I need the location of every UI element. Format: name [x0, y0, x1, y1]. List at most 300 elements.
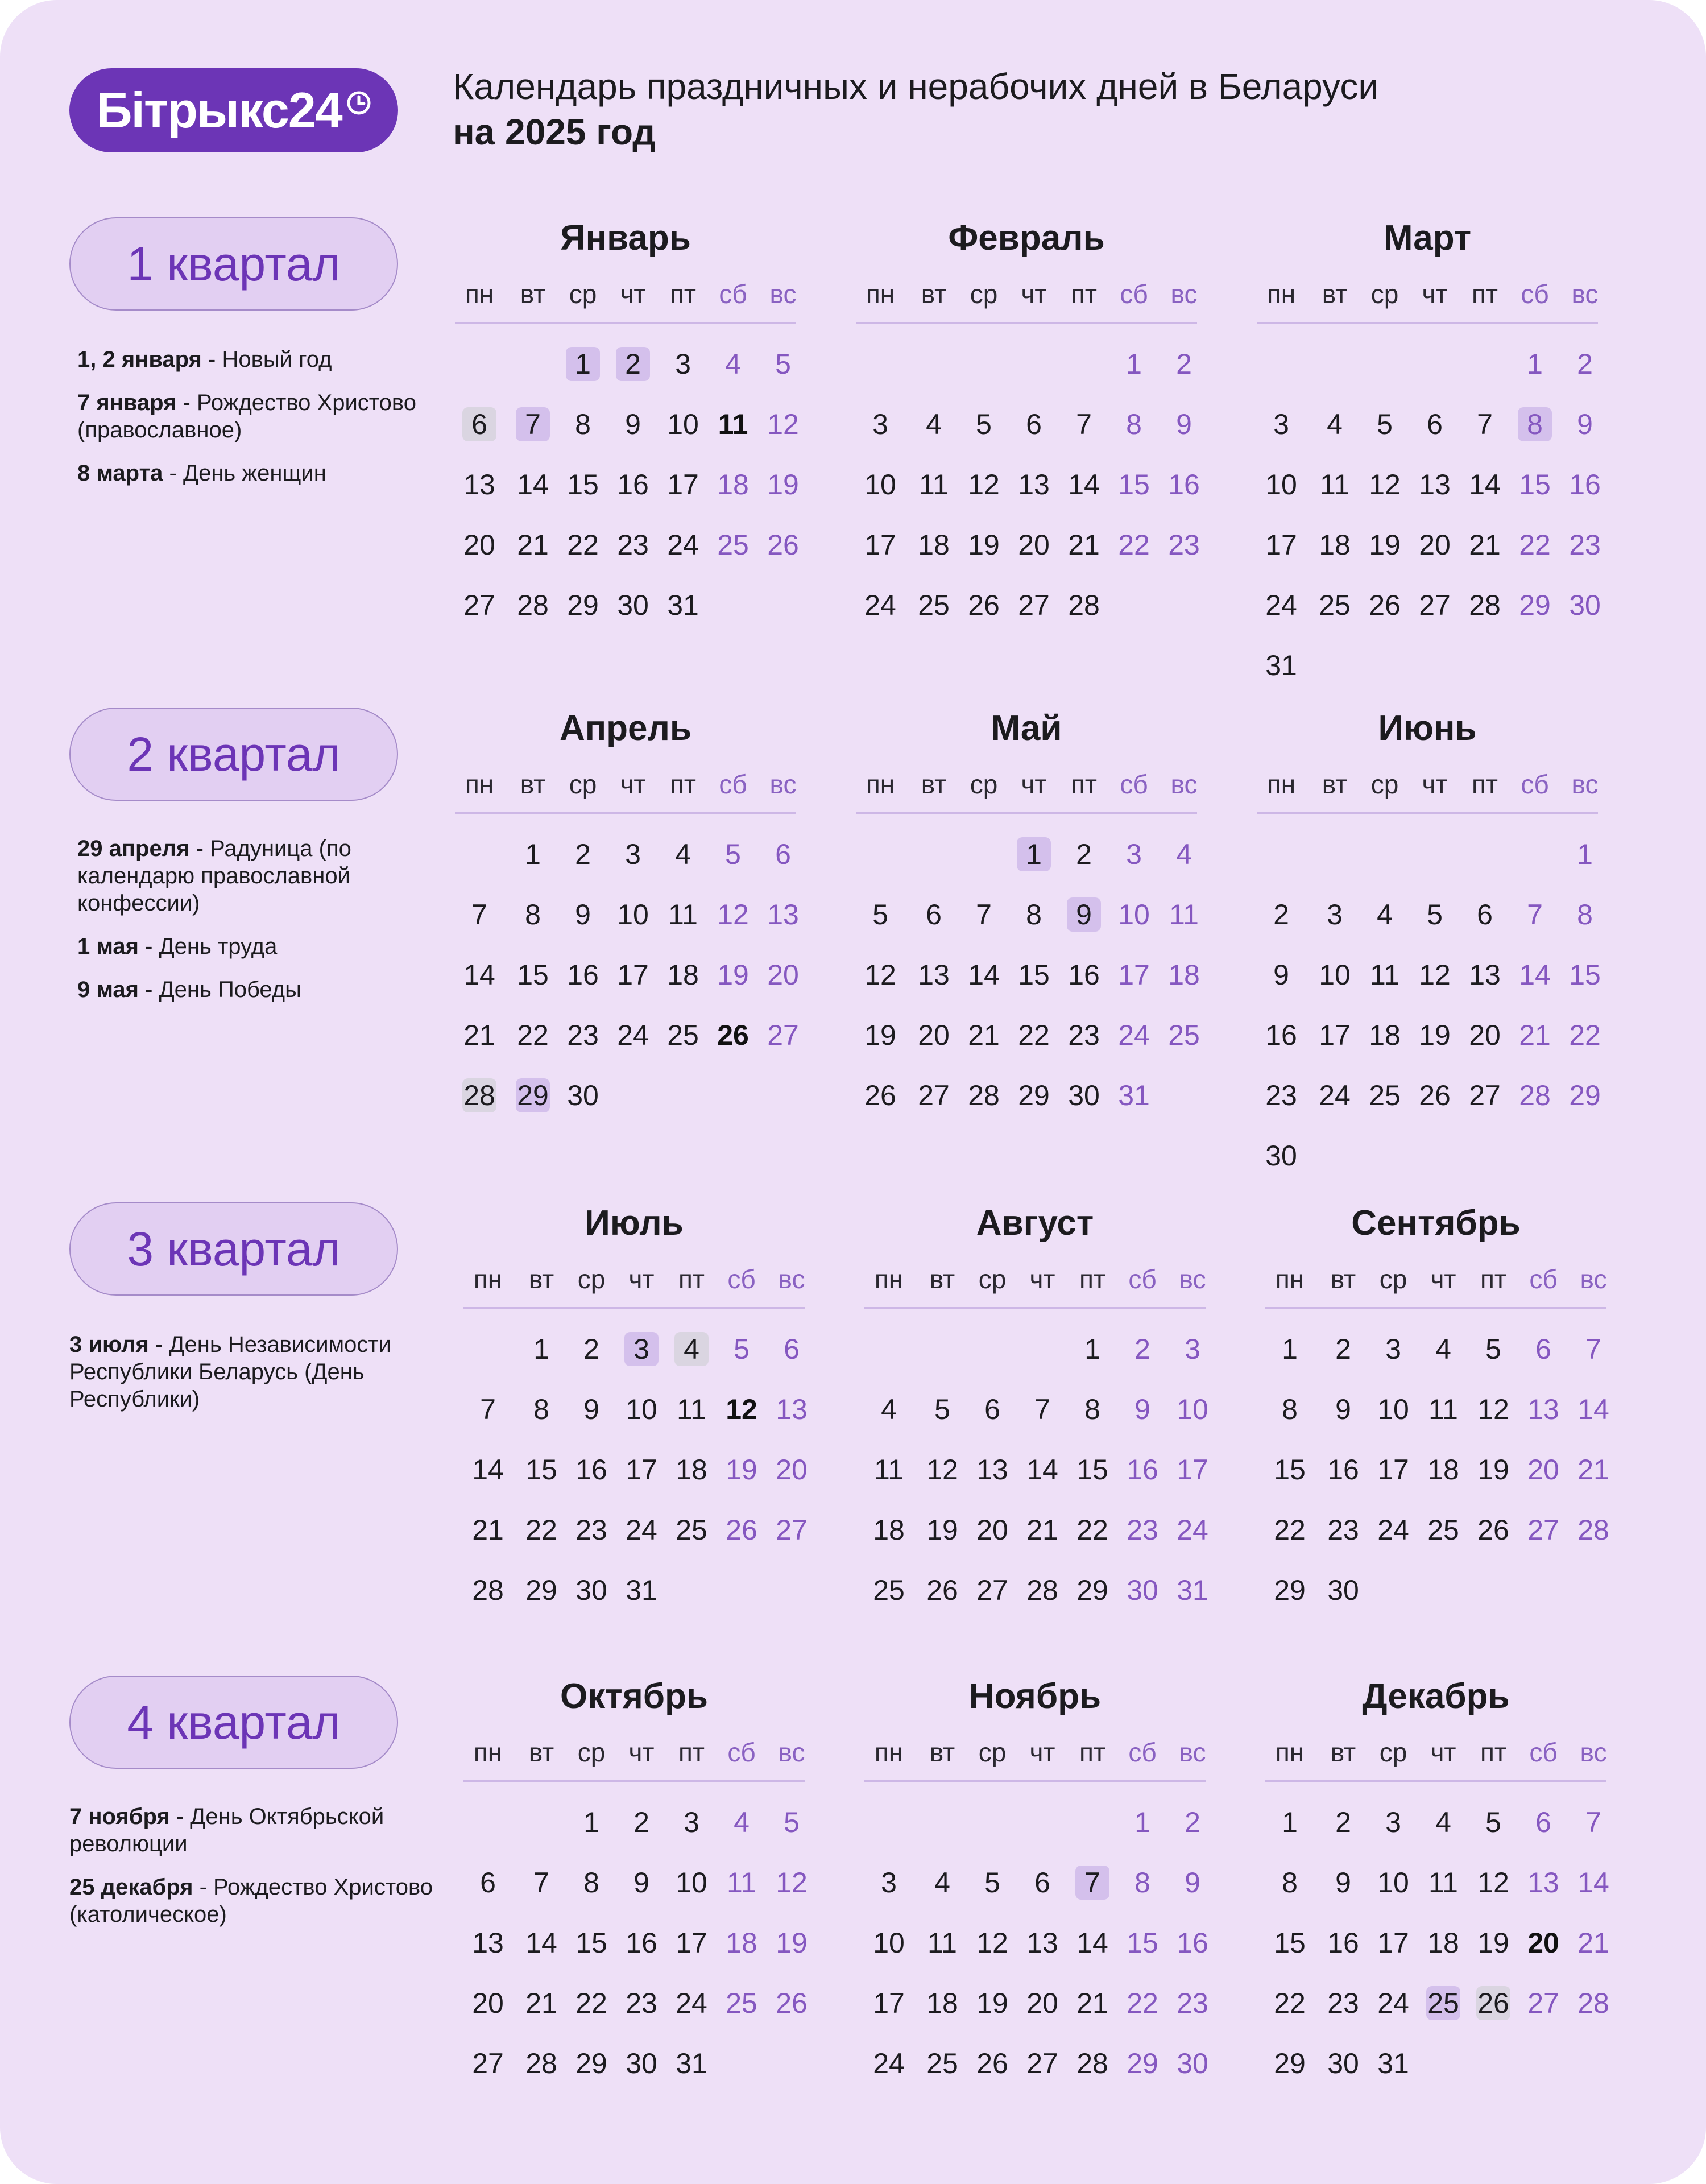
weekday-divider [856, 812, 1197, 814]
holiday-desc: - День Победы [145, 977, 301, 1002]
calendar-day: 9 [1176, 408, 1192, 440]
weekday-label: вт [1330, 1264, 1356, 1294]
calendar-day: 13 [463, 469, 495, 500]
calendar-day: 3 [1185, 1333, 1200, 1365]
calendar-day: 23 [567, 1019, 599, 1051]
calendar-day: 13 [1018, 469, 1050, 500]
calendar-day: 2 [575, 838, 591, 870]
calendar-day: 5 [1485, 1333, 1501, 1365]
calendar-day: 4 [881, 1393, 897, 1425]
calendar-day: 22 [1127, 1987, 1158, 2019]
bitrix24-logo [69, 68, 398, 152]
holiday-item [77, 460, 447, 487]
calendar-day: 5 [1427, 899, 1443, 930]
weekday-label: сб [719, 279, 747, 309]
calendar-day: 18 [726, 1927, 757, 1959]
calendar-day: 30 [617, 589, 649, 621]
weekday-label: вт [921, 279, 947, 309]
calendar-day: 7 [1076, 408, 1092, 440]
calendar-day: 27 [767, 1019, 799, 1051]
weekday-label: вс [769, 279, 797, 309]
calendar-day: 15 [1076, 1454, 1108, 1486]
calendar-day: 6 [775, 838, 791, 870]
calendar-day: 29 [525, 1574, 557, 1606]
calendar-day: 14 [1469, 469, 1501, 500]
calendar-day: 31 [1377, 2048, 1409, 2079]
weekday-divider [455, 812, 796, 814]
holiday-desc: - Рождество Христово (католическое) [69, 1875, 433, 1927]
weekday-divider [1265, 1307, 1606, 1309]
weekday-label: ср [1370, 279, 1399, 309]
weekday-label: вт [921, 770, 947, 799]
calendar-day: 5 [976, 408, 992, 440]
calendar-day: 21 [525, 1987, 557, 2019]
calendar-day: 16 [1327, 1927, 1359, 1959]
weekday-label: вс [1179, 1738, 1206, 1767]
calendar-day: 29 [1076, 1574, 1108, 1606]
weekday-label: ср [970, 279, 998, 309]
calendar-day: 27 [976, 1574, 1008, 1606]
holiday-item [69, 1873, 439, 1928]
calendar-day: 10 [1118, 899, 1150, 930]
holiday-desc: - День женщин [169, 461, 326, 486]
weekday-label: чт [1422, 279, 1448, 309]
calendar-day: 16 [1265, 1019, 1297, 1051]
weekday-label: сб [727, 1738, 756, 1767]
weekday-label: вс [1580, 1264, 1607, 1294]
calendar-day: 29 [1274, 2048, 1306, 2079]
calendar-day: 30 [1569, 589, 1601, 621]
weekday-label: вт [929, 1264, 955, 1294]
calendar-day: 23 [1127, 1514, 1158, 1546]
calendar-day: 4 [926, 408, 942, 440]
calendar-day: 14 [517, 469, 549, 500]
calendar-day: 4 [734, 1806, 750, 1838]
holiday-item [69, 1803, 439, 1858]
weekday-label: чт [1422, 770, 1448, 799]
calendar-day: 26 [1369, 589, 1401, 621]
weekday-label: ср [978, 1738, 1007, 1767]
weekday-label: чт [1021, 279, 1047, 309]
holiday-date: 25 декабря [69, 1875, 193, 1900]
calendar-day: 28 [1519, 1079, 1551, 1111]
calendar-day: 17 [873, 1987, 905, 2019]
clock-icon [346, 90, 371, 115]
holiday-date: 8 марта [77, 461, 163, 486]
calendar-day: 24 [626, 1514, 657, 1546]
calendar-day: 23 [617, 529, 649, 561]
calendar-day: 19 [1419, 1019, 1451, 1051]
calendar-day: 10 [864, 469, 896, 500]
calendar-day: 2 [1335, 1806, 1351, 1838]
calendar-day: 9 [1273, 959, 1289, 991]
calendar-day: 16 [567, 959, 599, 991]
calendar-day: 21 [463, 1019, 495, 1051]
quarter-1-holidays [77, 346, 447, 503]
weekday-label: ср [1370, 770, 1399, 799]
calendar-day: 30 [1068, 1079, 1100, 1111]
weekday-label: пн [465, 279, 494, 309]
calendar-day: 18 [926, 1987, 958, 2019]
calendar-day: 3 [881, 1867, 897, 1898]
calendar-day: 5 [934, 1393, 950, 1425]
calendar-day: 19 [1477, 1454, 1509, 1486]
quarter-3-pill: 3 квартал [69, 1202, 398, 1296]
calendar-day: 10 [1265, 469, 1297, 500]
calendar-day: 27 [1419, 589, 1451, 621]
holiday-day: 7 [1068, 1864, 1117, 1901]
holiday-day: 7 [508, 406, 557, 442]
weekday-label: ср [577, 1264, 606, 1294]
calendar-day: 10 [667, 408, 699, 440]
calendar-day: 10 [873, 1927, 905, 1959]
calendar-day: 21 [1026, 1514, 1058, 1546]
calendar-day: 29 [567, 589, 599, 621]
calendar-day: 18 [1369, 1019, 1401, 1051]
calendar-day: 4 [934, 1867, 950, 1898]
calendar-day: 25 [1369, 1079, 1401, 1111]
calendar-day: 8 [1577, 899, 1593, 930]
calendar-day: 28 [968, 1079, 1000, 1111]
weekday-label: пн [1275, 1738, 1305, 1767]
weekday-label: вс [1170, 279, 1198, 309]
weekday-label: вс [1571, 770, 1599, 799]
calendar-day: 16 [617, 469, 649, 500]
holiday-item [77, 346, 447, 373]
calendar-day: 8 [525, 899, 541, 930]
calendar-day: 8 [1134, 1867, 1150, 1898]
weekday-divider [1257, 322, 1598, 324]
calendar-day: 17 [667, 469, 699, 500]
calendar-day: 7 [533, 1867, 549, 1898]
calendar-day: 18 [676, 1454, 707, 1486]
month-name: Июнь [1378, 709, 1477, 748]
calendar-day: 29 [575, 2048, 607, 2079]
weekday-label: сб [1128, 1738, 1157, 1767]
quarter-3-holidays [69, 1331, 439, 1429]
calendar-day: 6 [926, 899, 942, 930]
calendar-day: 22 [1569, 1019, 1601, 1051]
quarter-2-holidays [77, 835, 447, 1019]
calendar-day: 6 [1427, 408, 1443, 440]
calendar-day: 31 [667, 589, 699, 621]
calendar-day: 1 [1577, 838, 1593, 870]
calendar-day: 25 [1319, 589, 1351, 621]
calendar-day: 8 [583, 1867, 599, 1898]
calendar-day: 21 [1076, 1987, 1108, 2019]
calendar-day: 1 [1282, 1806, 1298, 1838]
weekday-label: пт [1480, 1264, 1506, 1294]
weekday-label: вт [1322, 279, 1348, 309]
weekday-label: пт [1480, 1738, 1506, 1767]
holiday-date: 1 мая [77, 934, 139, 959]
calendar-day: 7 [1585, 1333, 1601, 1365]
weekday-label: вт [1330, 1738, 1356, 1767]
calendar-day: 4 [725, 348, 741, 380]
calendar-day: 17 [1265, 529, 1297, 561]
holiday-day: 3 [617, 1331, 666, 1367]
calendar-day: 25 [918, 589, 950, 621]
calendar-day: 21 [1519, 1019, 1551, 1051]
calendar-day: 30 [567, 1079, 599, 1111]
calendar-day: 21 [472, 1514, 504, 1546]
weekday-label: ср [978, 1264, 1007, 1294]
holiday-date: 3 июля [69, 1332, 149, 1357]
calendar-day: 11 [1428, 1393, 1458, 1425]
weekday-label: ср [569, 279, 597, 309]
calendar-day: 7 [480, 1393, 496, 1425]
month-name: Апрель [559, 709, 692, 748]
calendar-day: 21 [1469, 529, 1501, 561]
calendar-day: 13 [472, 1927, 504, 1959]
calendar-day: 10 [1319, 959, 1351, 991]
calendar-day: 8 [1126, 408, 1142, 440]
weekday-label: пн [866, 770, 895, 799]
holiday-desc: - Радуница (по календарю православной конфессии) [77, 836, 351, 916]
calendar-day: 6 [984, 1393, 1000, 1425]
calendar-day: 27 [1469, 1079, 1501, 1111]
day-off-transfer: 6 [455, 406, 504, 442]
calendar-day: 8 [1026, 899, 1042, 930]
calendar-day: 11 [677, 1393, 706, 1425]
calendar-day: 22 [1519, 529, 1551, 561]
calendar-day: 31 [676, 2048, 707, 2079]
weekday-label: пн [473, 1738, 503, 1767]
calendar-day: 5 [1377, 408, 1393, 440]
calendar-day: 11 [1320, 469, 1349, 500]
calendar-day: 4 [1435, 1333, 1451, 1365]
weekday-divider [463, 1307, 805, 1309]
calendar-day: 22 [575, 1987, 607, 2019]
weekday-label: пт [678, 1264, 705, 1294]
calendar-day: 22 [517, 1019, 549, 1051]
calendar-day: 26 [926, 1574, 958, 1606]
calendar-day: 27 [1527, 1987, 1559, 2019]
calendar-day: 17 [1319, 1019, 1351, 1051]
calendar-day: 13 [918, 959, 950, 991]
holiday-desc: - Рождество Христово (православное) [77, 390, 416, 442]
calendar-day: 20 [767, 959, 799, 991]
calendar-day: 14 [472, 1454, 504, 1486]
calendar-day: 8 [1282, 1393, 1298, 1425]
calendar-day: 5 [725, 838, 741, 870]
calendar-day: 24 [1265, 589, 1297, 621]
calendar-day: 4 [675, 838, 691, 870]
weekday-label: вс [1580, 1738, 1607, 1767]
weekday-label: вс [769, 770, 797, 799]
calendar-day: 8 [1282, 1867, 1298, 1898]
day-off-transfer: 4 [667, 1331, 716, 1367]
calendar-day: 18 [667, 959, 699, 991]
calendar-day: 12 [864, 959, 896, 991]
weekday-label: чт [628, 1738, 655, 1767]
calendar-day: 29 [1274, 1574, 1306, 1606]
calendar-day: 15 [567, 469, 599, 500]
holiday-item [77, 976, 447, 1003]
calendar-day: 30 [575, 1574, 607, 1606]
calendar-day: 16 [626, 1927, 657, 1959]
calendar-day: 20 [1527, 1454, 1559, 1486]
calendar-day: 26 [1419, 1079, 1451, 1111]
month-name: Май [991, 709, 1062, 748]
calendar-day: 4 [1176, 838, 1192, 870]
calendar-day: 27 [472, 2048, 504, 2079]
calendar-day: 17 [626, 1454, 657, 1486]
month-name: Ноябрь [968, 1677, 1102, 1716]
holiday-item [77, 389, 447, 444]
calendar-day: 16 [1127, 1454, 1158, 1486]
weekday-label: вс [778, 1738, 805, 1767]
calendar-day: 12 [767, 408, 799, 440]
calendar-day: 20 [1018, 529, 1050, 561]
calendar-day: 24 [864, 589, 896, 621]
calendar-day: 15 [1569, 959, 1601, 991]
calendar-day: 30 [1327, 1574, 1359, 1606]
calendar-day: 6 [1026, 408, 1042, 440]
calendar-day: 3 [1273, 408, 1289, 440]
weekday-label: пт [1472, 770, 1498, 799]
calendar-day: 13 [776, 1393, 808, 1425]
calendar-day: 21 [1577, 1927, 1609, 1959]
calendar-day: 30 [1265, 1140, 1297, 1172]
calendar-day: 27 [1018, 589, 1050, 621]
holiday-desc: - День Независимости Республики Беларусь (День Республики) [69, 1332, 391, 1412]
calendar-day: 18 [918, 529, 950, 561]
calendar-day: 9 [583, 1393, 599, 1425]
calendar-day: 12 [1477, 1867, 1509, 1898]
calendar-day: 19 [1477, 1927, 1509, 1959]
calendar-day: 26 [864, 1079, 896, 1111]
holiday-day: 1 [558, 346, 607, 382]
calendar-day: 17 [1118, 959, 1150, 991]
calendar-day: 18 [1427, 1927, 1459, 1959]
weekday-label: сб [1120, 770, 1148, 799]
calendar-day: 11 [1428, 1867, 1458, 1898]
calendar-day: 6 [1535, 1806, 1551, 1838]
calendar-day: 5 [1485, 1806, 1501, 1838]
weekday-label: чт [1430, 1264, 1456, 1294]
calendar-day: 10 [1377, 1393, 1409, 1425]
calendar-day: 15 [1274, 1927, 1306, 1959]
weekday-label: чт [628, 1264, 655, 1294]
calendar-day: 10 [1177, 1393, 1208, 1425]
calendar-day: 23 [626, 1987, 657, 2019]
holiday-desc: - День Октябрьской революции [69, 1804, 384, 1856]
calendar-day: 8 [1084, 1393, 1100, 1425]
weekday-label: пт [670, 770, 696, 799]
calendar-day: 16 [1177, 1927, 1208, 1959]
calendar-day: 24 [617, 1019, 649, 1051]
calendar-day: 6 [1477, 899, 1493, 930]
calendar-day: 20 [976, 1514, 1008, 1546]
calendar-day: 14 [1577, 1393, 1609, 1425]
month-name: Декабрь [1362, 1677, 1510, 1716]
calendar-day: 14 [1519, 959, 1551, 991]
weekday-label: сб [727, 1264, 756, 1294]
calendar-day: 26 [726, 1514, 757, 1546]
calendar-day: 16 [1327, 1454, 1359, 1486]
weekday-divider [455, 322, 796, 324]
calendar-day: 30 [1127, 1574, 1158, 1606]
month-name: Июль [585, 1203, 684, 1243]
calendar-day: 2 [1273, 899, 1289, 930]
calendar-day: 29 [1519, 589, 1551, 621]
calendar-day: 15 [1018, 959, 1050, 991]
weekday-label: ср [970, 770, 998, 799]
calendar-day: 23 [1168, 529, 1200, 561]
calendar-day: 26 [968, 589, 1000, 621]
weekday-label: ср [569, 770, 597, 799]
calendar-day: 31 [626, 1574, 657, 1606]
calendar-day: 3 [872, 408, 888, 440]
calendar-day: 19 [968, 529, 1000, 561]
calendar-day: 15 [1519, 469, 1551, 500]
calendar-day: 13 [767, 899, 799, 930]
calendar-day: 22 [1274, 1514, 1306, 1546]
calendar-day: 20 [1419, 529, 1451, 561]
calendar-day: 29 [1018, 1079, 1050, 1111]
calendar-day: 8 [575, 408, 591, 440]
calendar-day: 18 [873, 1514, 905, 1546]
calendar-day: 12 [1477, 1393, 1509, 1425]
title-line-1: Календарь праздничных и нерабочих дней в Беларуси [453, 66, 1379, 107]
calendar-day: 13 [1026, 1927, 1058, 1959]
calendar-day: 16 [1068, 959, 1100, 991]
weekday-label: пн [465, 770, 494, 799]
calendar-day: 11 [927, 1927, 957, 1959]
calendar-day: 5 [872, 899, 888, 930]
quarter-2-pill: 2 квартал [69, 708, 398, 801]
calendar-day: 28 [472, 1574, 504, 1606]
calendar-day: 3 [1385, 1806, 1401, 1838]
calendar-day: 2 [1577, 348, 1593, 380]
weekday-label: пт [1472, 279, 1498, 309]
calendar-day: 25 [717, 529, 749, 561]
weekday-label: пн [874, 1264, 904, 1294]
calendar-day: 28 [1577, 1987, 1609, 2019]
month-name: Сентябрь [1351, 1203, 1521, 1243]
calendar-day: 24 [676, 1987, 707, 2019]
weekday-label: ср [1379, 1264, 1407, 1294]
holiday-day: 2 [608, 346, 657, 382]
calendar-day: 7 [1034, 1393, 1050, 1425]
calendar-day: 24 [1118, 1019, 1150, 1051]
calendar-day: 12 [776, 1867, 808, 1898]
calendar-day: 20 [463, 529, 495, 561]
calendar-day: 22 [1118, 529, 1150, 561]
day-off-transfer: 28 [455, 1077, 504, 1114]
weekday-divider [856, 322, 1197, 324]
calendar-day: 2 [1076, 838, 1092, 870]
calendar-day: 20 [472, 1987, 504, 2019]
weekday-label: сб [1128, 1264, 1157, 1294]
calendar-day: 17 [1377, 1927, 1409, 1959]
calendar-day: 19 [864, 1019, 896, 1051]
calendar-day: 5 [784, 1806, 800, 1838]
calendar-day: 14 [1076, 1927, 1108, 1959]
holiday-date: 7 ноября [69, 1804, 170, 1829]
calendar-day: 21 [1577, 1454, 1609, 1486]
calendar-day: 28 [1026, 1574, 1058, 1606]
weekday-label: чт [1029, 1738, 1055, 1767]
calendar-day: 30 [1327, 2048, 1359, 2079]
calendar-day: 1 [583, 1806, 599, 1838]
holiday-date: 29 апреля [77, 836, 190, 861]
calendar-day: 4 [1435, 1806, 1451, 1838]
calendar-day: 9 [625, 408, 641, 440]
weekday-label: чт [620, 770, 646, 799]
calendar-day: 20 [776, 1454, 808, 1486]
